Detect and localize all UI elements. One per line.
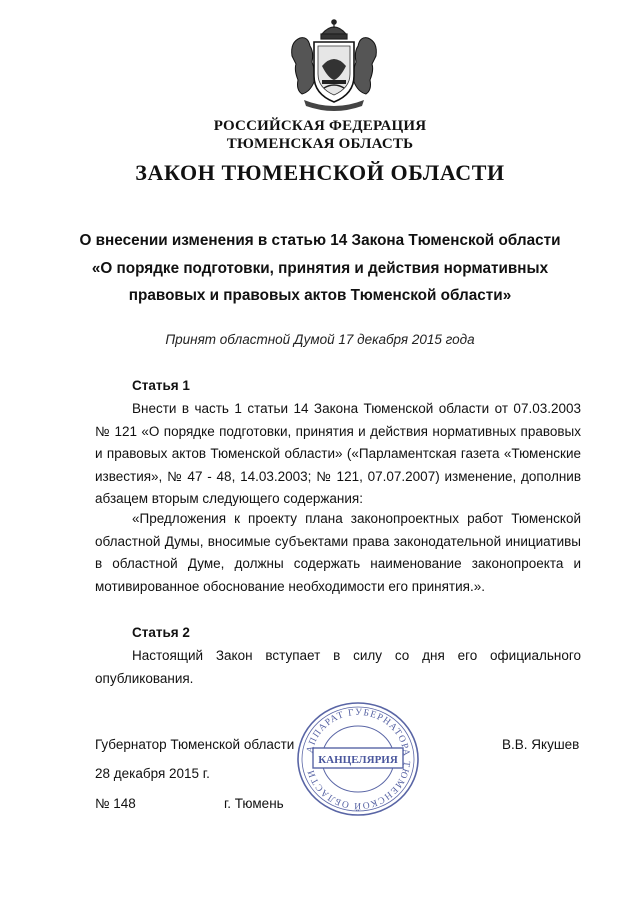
article-1-heading: Статья 1 [132, 378, 190, 393]
coat-of-arms-icon [284, 16, 384, 112]
signing-date: 28 декабря 2015 г. [95, 766, 210, 781]
law-number: № 148 [95, 796, 136, 811]
stamp-center-text: КАНЦЕЛЯРИЯ [318, 754, 398, 766]
article-2-heading: Статья 2 [132, 625, 190, 640]
stamp-outer-text: АППАРАТ ГУБЕРНАТОРА ТЮМЕНСКОЙ ОБЛАСТИ [305, 707, 412, 811]
signatory-position: Губернатор Тюменской области [95, 737, 295, 752]
signatory-name: В.В. Якушев [502, 737, 580, 752]
article-1-paragraph-1: Внести в часть 1 статьи 14 Закона Тюменской области от 07.03.2003 № 121 «О порядке подготовки, принятия и действия нормативных правовых и правовых актов Тюменской области» («Парламентская газета «Тюменские известия», № 47 - 48, 14.03.2003; № 121, 07.07.2007) изменение, дополнив абзацем вторым следующего содержания: [95, 401, 581, 506]
office-stamp [295, 700, 421, 818]
law-title-line-1: О внесении изменения в статью 14 Закона Тюменской области [79, 232, 561, 249]
article-1-paragraph-2: «Предложения к проекту плана законопроектных работ Тюменской областной Думы, вносимые субъектами права законодательной инициативы в областной Думе, должны содержать наименование законопроекта и мотивированное обоснование необходимости его принятия.». [95, 511, 581, 594]
adoption-note: Принят областной Думой 17 декабря 2015 года [165, 332, 475, 347]
law-title-line-3: правовых и правовых актов Тюменской области» [128, 287, 512, 304]
region-heading: ТЮМЕНСКАЯ ОБЛАСТЬ [226, 136, 414, 152]
signing-city: г. Тюмень [224, 796, 284, 811]
article-2-paragraph-1: Настоящий Закон вступает в силу со дня его официального опубликования. [95, 648, 581, 686]
law-title-line-2: «О порядке подготовки, принятия и действия нормативных [91, 260, 549, 277]
country-heading: РОССИЙСКАЯ ФЕДЕРАЦИЯ [213, 118, 427, 134]
law-type-heading: ЗАКОН ТЮМЕНСКОЙ ОБЛАСТИ [135, 160, 505, 185]
